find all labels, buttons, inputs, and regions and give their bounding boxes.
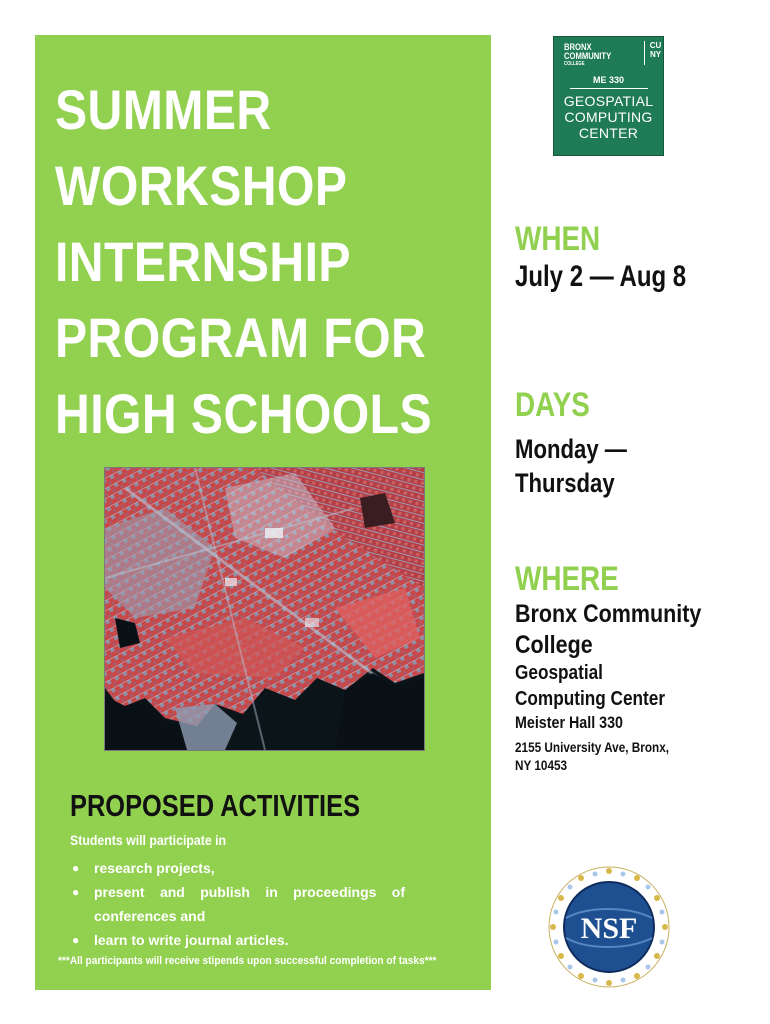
geospatial-center-logo — [553, 36, 664, 156]
nsf-logo — [548, 866, 670, 988]
days-value: Monday — Thursday — [515, 434, 627, 498]
where-heading: WHERE — [515, 560, 619, 598]
cuny-mark: CU NY — [644, 41, 664, 65]
where-college: Bronx Community College — [515, 600, 702, 659]
title-line: HIGH SCHOOLS — [55, 382, 433, 445]
where-room: Meister Hall 330 — [515, 713, 623, 732]
list-item: ● learn to write journal articles. — [70, 928, 405, 952]
title-line: WORKSHOP — [55, 154, 348, 217]
days-heading: DAYS — [515, 386, 590, 424]
stipend-note: ***All participants will receive stipends upon successful completion of tasks*** — [58, 955, 437, 967]
logo-top-strip — [560, 41, 662, 69]
when-value: July 2 — Aug 8 — [515, 260, 687, 293]
title-line: PROGRAM FOR — [55, 306, 427, 369]
activities-intro: Students will participate in — [70, 832, 227, 848]
nsf-logo-text: NSF — [580, 912, 638, 945]
logo-room: ME 330 — [592, 75, 625, 85]
activities-heading: PROPOSED ACTIVITIES — [70, 788, 361, 823]
title-line: INTERNSHIP — [55, 230, 351, 293]
bullet-icon: ● — [72, 885, 80, 899]
program-title — [55, 72, 433, 452]
activities-list — [70, 856, 405, 952]
list-item: ● research projects, — [70, 856, 405, 880]
bullet-icon: ● — [72, 933, 80, 947]
logo-divider — [570, 88, 648, 89]
where-center: Geospatial Computing Center — [515, 662, 666, 710]
when-heading: WHEN — [515, 220, 601, 258]
where-address: 2155 University Ave, Bronx, NY 10453 — [515, 739, 670, 773]
aerial-satellite-image — [104, 467, 425, 751]
title-line: SUMMER — [55, 78, 272, 141]
college-name: BRONX COMMUNITY COLLEGE — [564, 42, 612, 67]
logo-center-name: GEOSPATIAL COMPUTING CENTER — [563, 93, 654, 141]
list-item: ● present and publish in proceedings of conferences and — [70, 880, 405, 928]
bullet-icon: ● — [72, 861, 80, 875]
